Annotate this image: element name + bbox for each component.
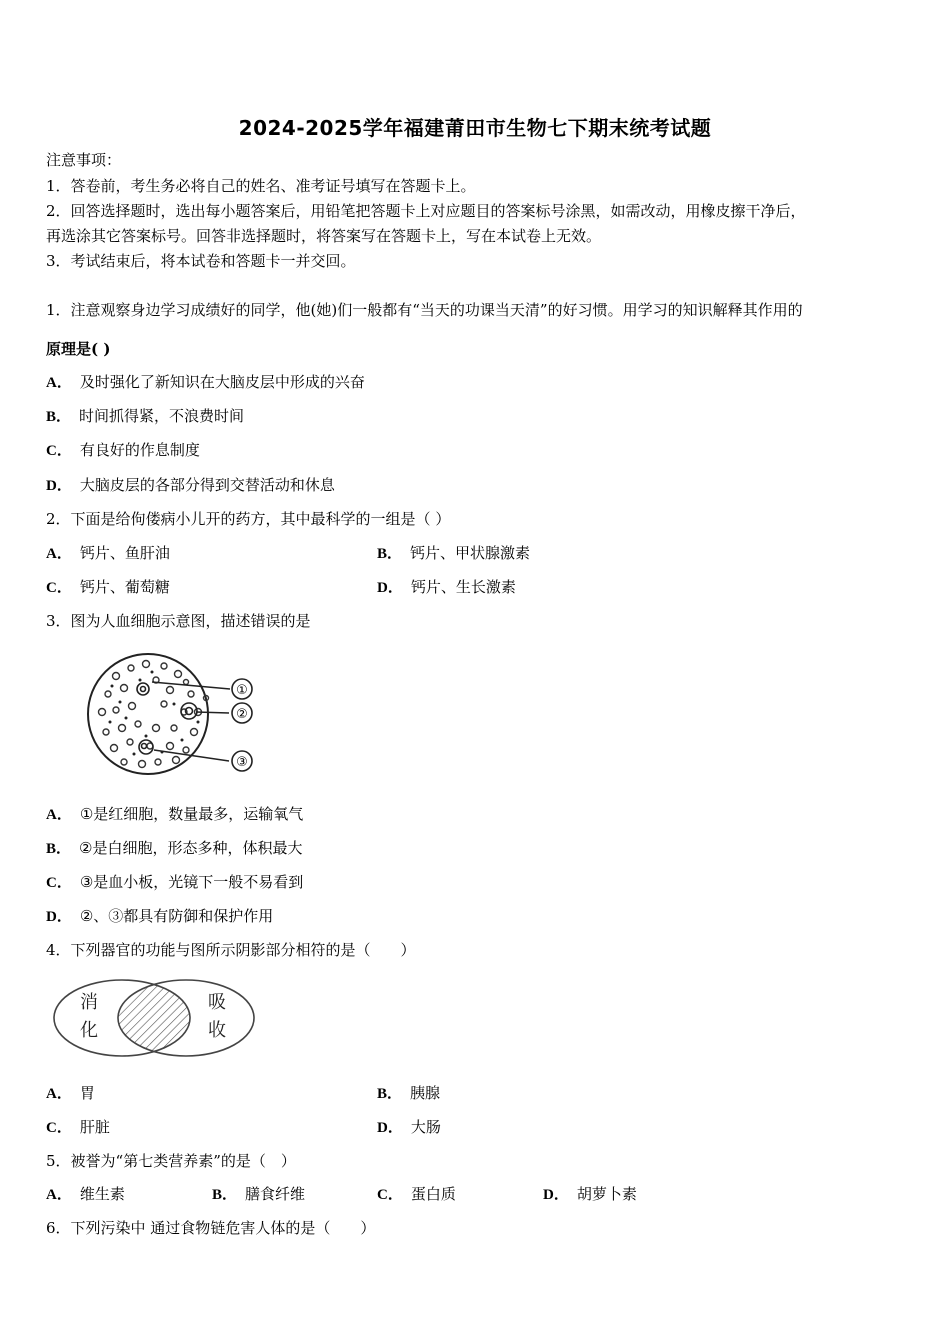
question-4-stem: 4．下列器官的功能与图所示阴影部分相符的是（ ） — [46, 941, 416, 959]
notice-item: 1．答卷前，考生务必将自己的姓名、准考证号填写在答题卡上。 — [46, 177, 476, 195]
question-3-option-a[interactable]: A． ①是红细胞，数量最多，运输氧气 — [46, 805, 304, 823]
blood-cell-figure — [86, 646, 266, 784]
question-3-option-c[interactable]: C． ③是血小板，光镜下一般不易看到 — [46, 873, 304, 891]
label-3: ③ — [236, 755, 248, 770]
notice-item: 3．考试结束后，将本试卷和答题卡一并交回。 — [46, 252, 356, 270]
label-1: ① — [236, 683, 248, 698]
question-2-stem: 2．下面是给佝偻病小儿开的药方，其中最科学的一组是（ ） — [46, 510, 451, 528]
label-shou: 收 — [208, 1020, 226, 1041]
question-5-option-d[interactable]: D． 胡萝卜素 — [543, 1185, 637, 1203]
notice-heading: 注意事项： — [46, 151, 122, 169]
question-6-stem: 6．下列污染中 通过食物链危害人体的是（ ） — [46, 1219, 376, 1237]
question-1-stem: 1．注意观察身边学习成绩好的同学，他(她)们一般都有“当天的功课当天清”的好习惯。用学习的知识解释其作用的 — [46, 301, 803, 319]
question-4-option-d[interactable]: D． 大肠 — [377, 1118, 441, 1136]
question-1-option-c[interactable]: C． 有良好的作息制度 — [46, 441, 200, 459]
question-3-stem: 3．图为人血细胞示意图，描述错误的是 — [46, 612, 311, 630]
notice-item: 2．回答选择题时，选出每小题答案后，用铅笔把答题卡上对应题目的答案标号涂黑，如需改动，用橡皮擦干净后， — [46, 202, 806, 220]
question-2-option-b[interactable]: B． 钙片、甲状腺激素 — [377, 544, 531, 562]
question-5-option-b[interactable]: B． 膳食纤维 — [212, 1185, 306, 1203]
question-1-stem-cont: 原理是( ) — [46, 340, 111, 358]
question-1-option-d[interactable]: D． 大脑皮层的各部分得到交替活动和休息 — [46, 476, 335, 494]
question-1-option-a[interactable]: A． 及时强化了新知识在大脑皮层中形成的兴奋 — [46, 373, 365, 391]
figure-labels — [232, 679, 252, 771]
label-xi: 吸 — [208, 992, 226, 1013]
label-2: ② — [236, 707, 248, 722]
notice-item: 再选涂其它答案标号。回答非选择题时，将答案写在答题卡上，写在本试卷上无效。 — [46, 227, 602, 245]
question-2-option-d[interactable]: D． 钙片、生长激素 — [377, 578, 516, 596]
label-hua: 化 — [80, 1020, 98, 1041]
pointer-lines — [152, 682, 230, 761]
venn-diagram-figure — [50, 974, 260, 1062]
label-xiao: 消 — [80, 992, 98, 1013]
question-4-option-a[interactable]: A． 胃 — [46, 1084, 95, 1102]
question-2-option-a[interactable]: A． 钙片、鱼肝油 — [46, 544, 170, 562]
question-2-option-c[interactable]: C． 钙片、葡萄糖 — [46, 578, 170, 596]
page-title: 2024-2025学年福建莆田市生物七下期末统考试题 — [238, 116, 712, 140]
question-4-option-b[interactable]: B． 胰腺 — [377, 1084, 441, 1102]
question-3-option-d[interactable]: D． ②、③都具有防御和保护作用 — [46, 907, 274, 925]
question-3-option-b[interactable]: B． ②是白细胞，形态多种，体积最大 — [46, 839, 303, 857]
question-5-option-c[interactable]: C． 蛋白质 — [377, 1185, 456, 1203]
question-5-stem: 5．被誉为“第七类营养素”的是（ ） — [46, 1152, 296, 1170]
question-1-option-b[interactable]: B． 时间抓得紧，不浪费时间 — [46, 407, 245, 425]
question-5-option-a[interactable]: A． 维生素 — [46, 1185, 125, 1203]
question-4-option-c[interactable]: C． 肝脏 — [46, 1118, 110, 1136]
